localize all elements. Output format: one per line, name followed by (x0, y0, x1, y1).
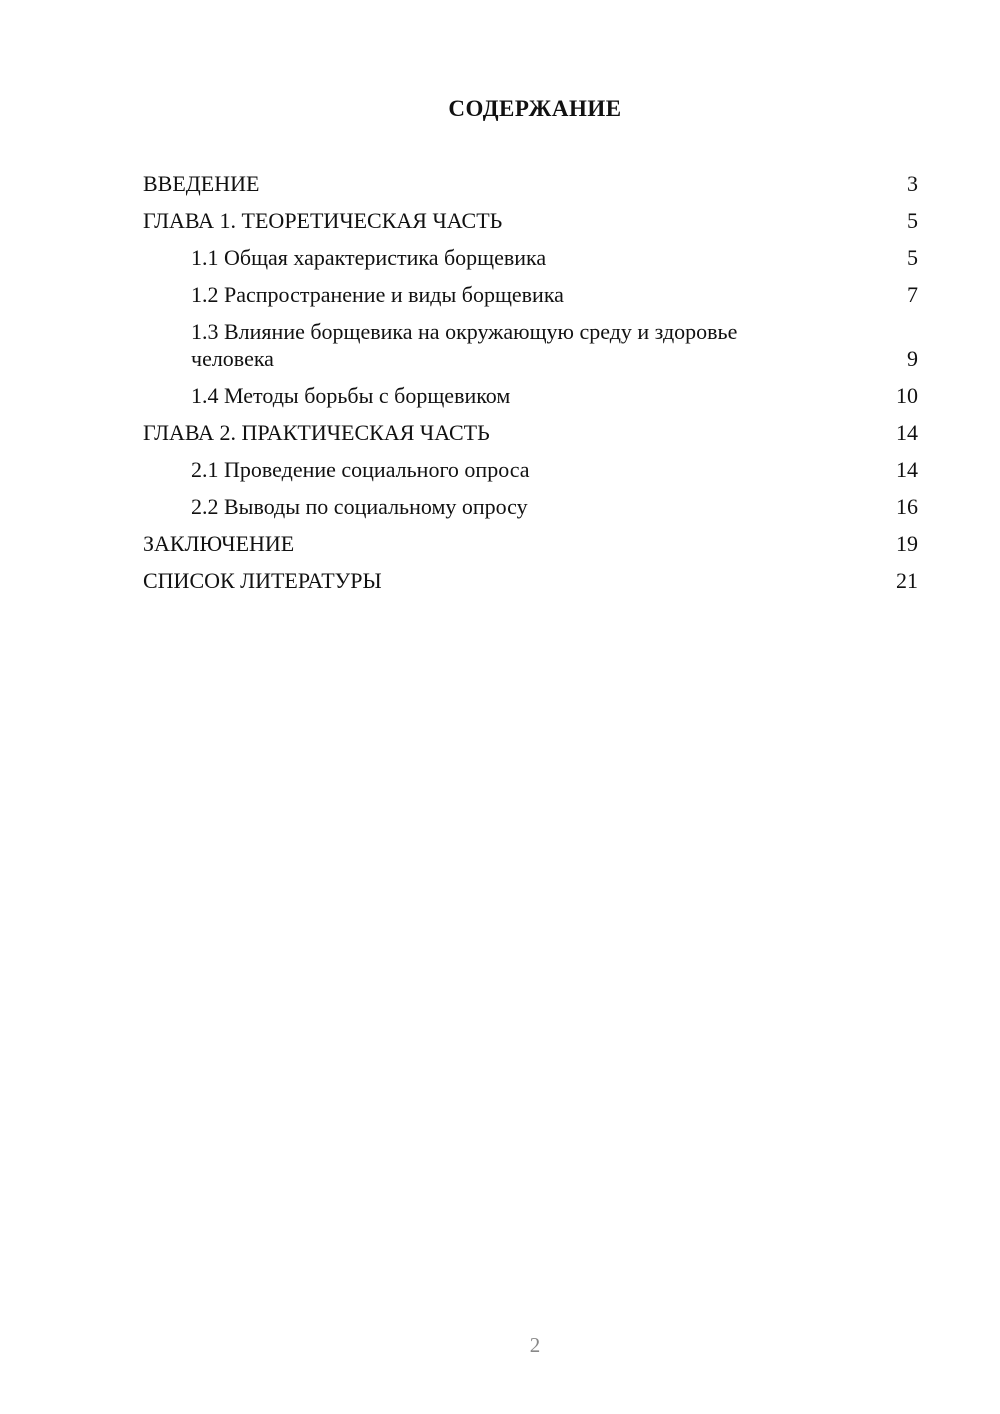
toc-entry-section-1-1[interactable] (143, 244, 918, 271)
toc-entry-page: 16 (896, 494, 918, 519)
toc-entry-label: 1.1 Общая характеристика борщевика (191, 245, 547, 270)
toc-entry-conclusion[interactable] (143, 530, 918, 557)
toc-entry-section-2-2[interactable] (143, 493, 918, 520)
toc-title: СОДЕРЖАНИЕ (448, 96, 622, 121)
toc-entry-page: 3 (907, 171, 918, 196)
toc-entry-section-2-1[interactable] (143, 456, 918, 483)
toc-entry-page: 14 (896, 457, 918, 482)
toc-entry-label: ВВЕДЕНИЕ (143, 171, 260, 196)
toc-entry-section-1-4[interactable] (143, 382, 918, 409)
toc-entry-references[interactable] (143, 567, 918, 594)
toc-entry-page: 7 (907, 282, 918, 307)
toc-entry-introduction[interactable] (143, 170, 918, 197)
toc-entry-label: ЗАКЛЮЧЕНИЕ (143, 531, 295, 556)
toc-entry-page: 21 (896, 568, 918, 593)
toc-entry-page: 19 (896, 531, 918, 556)
table-of-contents (143, 170, 918, 604)
toc-entry-page: 10 (896, 383, 918, 408)
toc-entry-section-1-2[interactable] (143, 281, 918, 308)
toc-entry-label: СПИСОК ЛИТЕРАТУРЫ (143, 568, 382, 593)
toc-entry-section-1-3[interactable] (143, 318, 918, 372)
toc-entry-page: 5 (907, 208, 918, 233)
toc-entry-label: 1.4 Методы борьбы с борщевиком (191, 383, 511, 408)
toc-entry-label: 2.2 Выводы по социальному опросу (191, 494, 528, 519)
toc-entry-page: 5 (907, 245, 918, 270)
toc-entry-label: 2.1 Проведение социального опроса (191, 457, 530, 482)
toc-entry-page: 14 (896, 420, 918, 445)
toc-entry-label: ГЛАВА 2. ПРАКТИЧЕСКАЯ ЧАСТЬ (143, 420, 490, 445)
toc-entry-label: ГЛАВА 1. ТЕОРЕТИЧЕСКАЯ ЧАСТЬ (143, 208, 503, 233)
toc-entry-label: 1.3 Влияние борщевика на окружающую среду и здоровье человека (191, 319, 738, 371)
page-number: 2 (529, 1333, 541, 1357)
toc-entry-label: 1.2 Распространение и виды борщевика (191, 282, 564, 307)
toc-entry-chapter-1[interactable] (143, 207, 918, 234)
toc-entry-chapter-2[interactable] (143, 419, 918, 446)
toc-entry-page: 9 (907, 346, 918, 371)
